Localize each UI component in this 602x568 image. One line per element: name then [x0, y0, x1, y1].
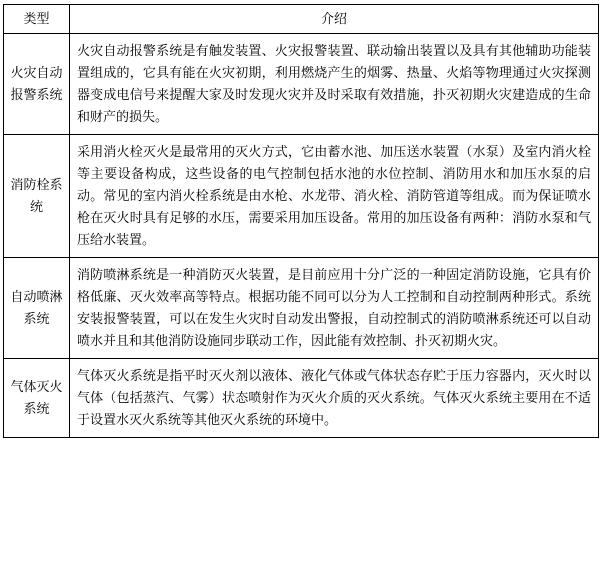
row-description: 气体灭火系统是指平时灭火剂以液体、液化气体或气体状态存贮于压力容器内，灭火时以气体（包括蒸汽、气雾）状态喷射作为灭火介质的灭火系统。气体灭火系统主要用在不适于设置水灭火系统等其他灭火系统的环境中。	[70, 359, 599, 438]
table-row	[4, 135, 599, 258]
column-header-type: 类型	[4, 5, 70, 34]
row-description: 采用消火栓灭火是最常用的灭火方式，它由蓄水池、加压送水装置（水泵）及室内消火栓等主要设备构成，这些设备的电气控制包括水池的水位控制、消防用水和加压水泵的启动。常见的室内消火栓系统是由水枪、水龙带、消火栓、消防管道等组成。而为保证喷水枪在灭火时具有足够的水压，需要采用加压设备。常用的加压设备有两种：消防水泵和气压给水装置。	[70, 135, 599, 258]
table-row	[4, 34, 599, 135]
column-header-description: 介绍	[70, 5, 599, 34]
row-description: 消防喷淋系统是一种消防灭火装置，是目前应用十分广泛的一种固定消防设施，它具有价格低廉、灭火效率高等特点。根据功能不同可以分为人工控制和自动控制两种形式。系统安装报警装置，可以在发生火灾时自动发出警报，自动控制式的消防喷淋系统还可以自动喷水并且和其他消防设施同步联动工作，因此能有效控制、扑灭初期火灾。	[70, 258, 599, 359]
fire-systems-table	[3, 4, 599, 438]
table-row	[4, 258, 599, 359]
table-row	[4, 359, 599, 438]
row-type-label: 气体灭火系统	[4, 359, 70, 438]
row-type-label: 消防栓系统	[4, 135, 70, 258]
row-type-label: 火灾自动报警系统	[4, 34, 70, 135]
table-header-row	[4, 5, 599, 34]
row-description: 火灾自动报警系统是有触发装置、火灾报警装置、联动输出装置以及具有其他辅助功能装置组成的，它具有能在火灾初期，利用燃烧产生的烟雾、热量、火焰等物理通过火灾探测器变成电信号来提醒大家及时发现火灾并及时采取有效措施，扑灭初期火灾建造成的生命和财产的损失。	[70, 34, 599, 135]
row-type-label: 自动喷淋系统	[4, 258, 70, 359]
